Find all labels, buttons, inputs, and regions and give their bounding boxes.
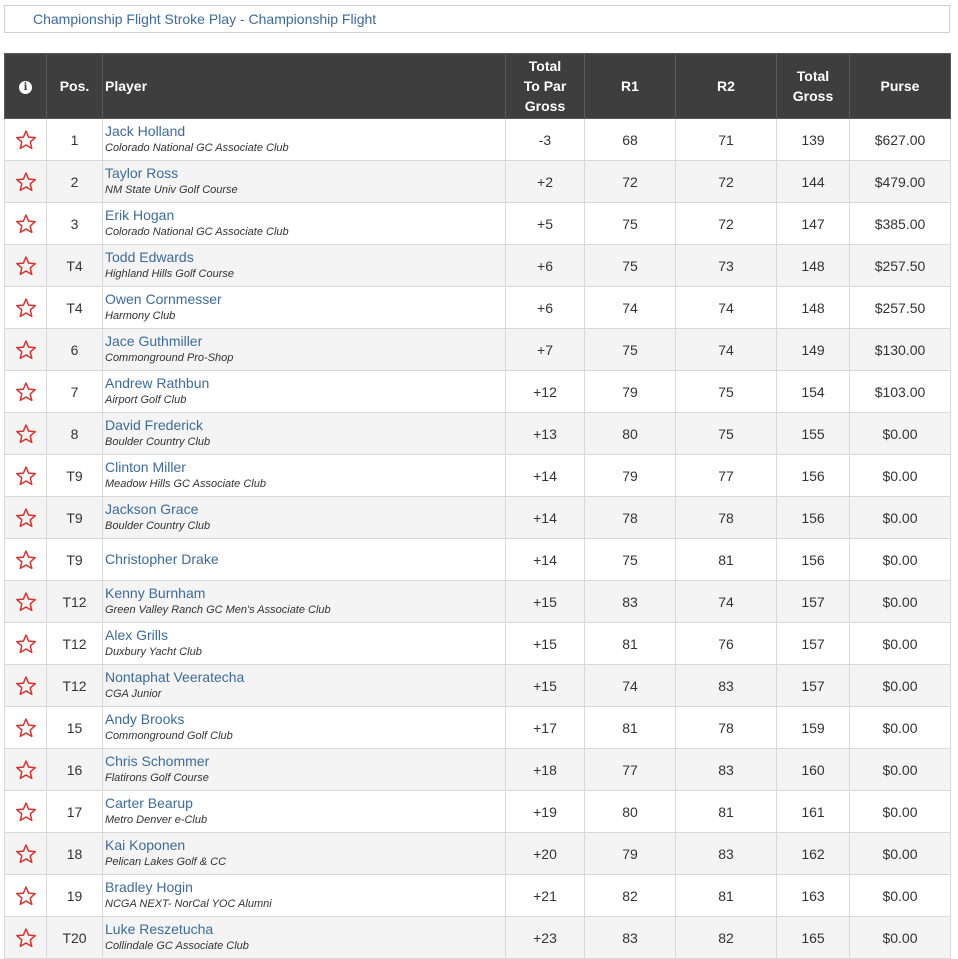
r1-cell[interactable]: 74 [585,665,676,707]
total-gross-cell: 144 [777,161,850,203]
player-club: Harmony Club [105,309,176,322]
favorite-cell[interactable] [5,833,47,875]
total-gross-cell: 163 [777,875,850,917]
r1-cell[interactable]: 72 [585,161,676,203]
to-par-cell: +14 [506,539,585,581]
total-gross-cell: 148 [777,287,850,329]
header-total-line2: Gross [792,88,834,104]
table-row [5,833,951,875]
to-par-cell: +7 [506,329,585,371]
to-par-cell: +20 [506,833,585,875]
total-gross-cell: 157 [777,665,850,707]
position-cell: 15 [47,707,103,749]
table-row [5,707,951,749]
player-club: Commonground Pro-Shop [105,351,234,364]
purse-cell: $0.00 [850,875,951,917]
total-gross-cell: 156 [777,455,850,497]
r2-cell[interactable]: 81 [676,539,777,581]
to-par-cell: +13 [506,413,585,455]
table-row [5,413,951,455]
player-cell [103,707,506,749]
position-cell: 1 [47,119,103,161]
to-par-cell: +6 [506,287,585,329]
player-name-link[interactable]: Taylor Ross [105,164,179,181]
table-row [5,539,951,581]
table-row [5,497,951,539]
table-row [5,203,951,245]
r2-cell[interactable]: 72 [676,161,777,203]
total-gross-cell: 156 [777,497,850,539]
total-gross-cell: 162 [777,833,850,875]
player-club: Boulder Country Club [105,519,211,532]
favorite-cell[interactable] [5,539,47,581]
position-cell: 2 [47,161,103,203]
header-info[interactable] [5,54,47,119]
purse-cell: $0.00 [850,623,951,665]
star-outline-icon[interactable] [15,297,37,319]
purse-cell: $257.50 [850,287,951,329]
player-club: CGA Junior [105,687,162,700]
star-outline-icon[interactable] [15,213,37,235]
header-to-par-line2: To Par [523,78,567,94]
favorite-cell[interactable] [5,161,47,203]
table-row [5,119,951,161]
player-name-link[interactable]: Jackson Grace [105,500,199,517]
table-row [5,665,951,707]
player-club: Boulder Country Club [105,435,211,448]
player-cell [103,917,506,959]
r2-cell[interactable]: 83 [676,749,777,791]
leaderboard-body [5,119,951,959]
purse-cell: $0.00 [850,665,951,707]
header-total-gross[interactable] [777,54,850,119]
to-par-cell: +18 [506,749,585,791]
table-row [5,287,951,329]
player-name-link[interactable]: Andrew Rathbun [105,374,210,391]
position-cell: T12 [47,581,103,623]
r2-cell[interactable]: 75 [676,371,777,413]
to-par-cell: +15 [506,665,585,707]
favorite-cell[interactable] [5,623,47,665]
position-cell: T9 [47,455,103,497]
r2-cell[interactable]: 81 [676,791,777,833]
star-outline-icon[interactable] [15,465,37,487]
total-gross-cell: 165 [777,917,850,959]
table-row [5,791,951,833]
player-club: Airport Golf Club [105,393,187,406]
r2-cell[interactable]: 81 [676,875,777,917]
r1-cell[interactable]: 77 [585,749,676,791]
r1-cell[interactable]: 74 [585,287,676,329]
player-name-link[interactable]: Jace Guthmiller [105,332,203,349]
star-outline-icon[interactable] [15,801,37,823]
r1-cell[interactable]: 75 [585,329,676,371]
position-cell: T9 [47,497,103,539]
purse-cell: $385.00 [850,203,951,245]
position-cell: T20 [47,917,103,959]
favorite-cell[interactable] [5,875,47,917]
player-club: Collindale GC Associate Club [105,939,249,952]
r2-cell[interactable]: 77 [676,455,777,497]
player-cell [103,455,506,497]
r1-cell[interactable]: 79 [585,455,676,497]
favorite-cell[interactable] [5,455,47,497]
purse-cell: $0.00 [850,455,951,497]
favorite-cell[interactable] [5,497,47,539]
player-cell [103,203,506,245]
to-par-cell: +15 [506,581,585,623]
r1-cell[interactable]: 68 [585,119,676,161]
favorite-cell[interactable] [5,413,47,455]
purse-cell: $0.00 [850,707,951,749]
purse-cell: $479.00 [850,161,951,203]
favorite-cell[interactable] [5,329,47,371]
total-gross-cell: 157 [777,623,850,665]
r2-cell[interactable]: 78 [676,707,777,749]
favorite-cell[interactable] [5,791,47,833]
purse-cell: $130.00 [850,329,951,371]
r2-cell[interactable]: 73 [676,245,777,287]
purse-cell: $0.00 [850,497,951,539]
table-row [5,623,951,665]
star-outline-icon[interactable] [15,759,37,781]
position-cell: 3 [47,203,103,245]
player-cell [103,539,506,581]
star-outline-icon[interactable] [15,675,37,697]
player-cell [103,875,506,917]
player-name-link[interactable]: Carter Bearup [105,794,193,811]
total-gross-cell: 159 [777,707,850,749]
player-cell [103,329,506,371]
player-club: Highland Hills Golf Course [105,267,234,280]
favorite-cell[interactable] [5,707,47,749]
total-gross-cell: 154 [777,371,850,413]
header-to-par-line3: Gross [524,98,566,114]
header-r1[interactable]: R1 [585,54,676,119]
star-outline-icon[interactable] [15,423,37,445]
header-total-line1: Total [796,68,830,84]
player-club: Metro Denver e-Club [105,813,208,826]
star-outline-icon[interactable] [15,885,37,907]
star-outline-icon[interactable] [15,339,37,361]
star-outline-icon[interactable] [15,633,37,655]
player-cell [103,371,506,413]
to-par-cell: +14 [506,455,585,497]
header-purse[interactable]: Purse [850,54,951,119]
player-cell [103,413,506,455]
purse-cell: $627.00 [850,119,951,161]
to-par-cell: +5 [506,203,585,245]
to-par-cell: +19 [506,791,585,833]
total-gross-cell: 148 [777,245,850,287]
to-par-cell: +2 [506,161,585,203]
r1-cell[interactable]: 80 [585,413,676,455]
table-row [5,161,951,203]
player-name-link[interactable]: Christopher Drake [105,551,219,567]
player-cell [103,497,506,539]
player-club: Flatirons Golf Course [105,771,209,784]
player-cell [103,623,506,665]
r1-cell[interactable]: 81 [585,707,676,749]
header-row [5,54,951,119]
star-outline-icon[interactable] [15,717,37,739]
player-name-link[interactable]: Chris Schommer [105,752,210,769]
header-player[interactable]: Player [103,54,506,119]
position-cell: 8 [47,413,103,455]
purse-cell: $0.00 [850,413,951,455]
r1-cell[interactable]: 79 [585,371,676,413]
flight-link[interactable]: Championship Flight Stroke Play - Championship Flight [33,11,377,27]
player-cell [103,161,506,203]
player-club: Pelican Lakes Golf & CC [105,855,227,868]
r1-cell[interactable]: 79 [585,833,676,875]
purse-cell: $0.00 [850,539,951,581]
player-name-link[interactable]: Nontaphat Veeratecha [105,668,245,685]
position-cell: 18 [47,833,103,875]
r1-cell[interactable]: 83 [585,917,676,959]
star-outline-icon[interactable] [15,927,37,949]
to-par-cell: -3 [506,119,585,161]
star-outline-icon[interactable] [15,381,37,403]
star-outline-icon[interactable] [15,591,37,613]
header-to-par-line1: Total [528,58,562,74]
player-name-link[interactable]: Alex Grills [105,626,169,643]
player-name-link[interactable]: Todd Edwards [105,248,194,265]
favorite-cell[interactable] [5,581,47,623]
table-row [5,455,951,497]
r2-cell[interactable]: 74 [676,581,777,623]
favorite-cell[interactable] [5,245,47,287]
position-cell: T4 [47,245,103,287]
to-par-cell: +14 [506,497,585,539]
r1-cell[interactable]: 80 [585,791,676,833]
player-cell [103,119,506,161]
r2-cell[interactable]: 71 [676,119,777,161]
position-cell: T12 [47,623,103,665]
r1-cell[interactable]: 75 [585,245,676,287]
header-to-par[interactable] [506,54,585,119]
favorite-cell[interactable] [5,917,47,959]
player-club: NCGA NEXT- NorCal YOC Alumni [105,897,272,910]
position-cell: 7 [47,371,103,413]
player-club: Green Valley Ranch GC Men's Associate Club [105,603,331,616]
player-name-link[interactable]: David Frederick [105,416,204,433]
table-row [5,875,951,917]
total-gross-cell: 149 [777,329,850,371]
position-cell: 17 [47,791,103,833]
player-club: NM State Univ Golf Course [105,183,238,196]
total-gross-cell: 157 [777,581,850,623]
player-name-link[interactable]: Erik Hogan [105,206,175,223]
table-row [5,749,951,791]
total-gross-cell: 147 [777,203,850,245]
table-row [5,329,951,371]
r2-cell[interactable]: 76 [676,623,777,665]
r2-cell[interactable]: 74 [676,287,777,329]
position-cell: T4 [47,287,103,329]
player-cell [103,287,506,329]
r1-cell[interactable]: 75 [585,539,676,581]
position-cell: T12 [47,665,103,707]
table-row [5,371,951,413]
info-icon[interactable]: i [19,81,32,94]
position-cell: 16 [47,749,103,791]
star-outline-icon[interactable] [15,129,37,151]
player-cell [103,833,506,875]
r2-cell[interactable]: 74 [676,329,777,371]
star-outline-icon[interactable] [15,843,37,865]
to-par-cell: +17 [506,707,585,749]
total-gross-cell: 161 [777,791,850,833]
player-name-link[interactable]: Luke Reszetucha [105,920,214,937]
player-name-link[interactable]: Clinton Miller [105,458,186,475]
favorite-cell[interactable] [5,119,47,161]
star-outline-icon[interactable] [15,507,37,529]
purse-cell: $0.00 [850,917,951,959]
r1-cell[interactable]: 75 [585,203,676,245]
player-name-link[interactable]: Bradley Hogin [105,878,193,895]
to-par-cell: +21 [506,875,585,917]
purse-cell: $103.00 [850,371,951,413]
favorite-cell[interactable] [5,203,47,245]
player-cell [103,665,506,707]
position-cell: 19 [47,875,103,917]
r2-cell[interactable]: 75 [676,413,777,455]
player-name-link[interactable]: Jack Holland [105,122,186,139]
table-row [5,581,951,623]
total-gross-cell: 160 [777,749,850,791]
position-cell: T9 [47,539,103,581]
position-cell: 6 [47,329,103,371]
purse-cell: $0.00 [850,833,951,875]
purse-cell: $0.00 [850,581,951,623]
player-name-link[interactable]: Kai Koponen [105,836,186,853]
player-cell [103,581,506,623]
favorite-cell[interactable] [5,665,47,707]
purse-cell: $0.00 [850,791,951,833]
player-club: Meadow Hills GC Associate Club [105,477,266,490]
total-gross-cell: 139 [777,119,850,161]
player-name-link[interactable]: Owen Cornmesser [105,290,222,307]
table-row [5,245,951,287]
star-outline-icon[interactable] [15,171,37,193]
player-name-link[interactable]: Kenny Burnham [105,584,206,601]
to-par-cell: +12 [506,371,585,413]
player-club: Colorado National GC Associate Club [105,141,289,154]
star-outline-icon[interactable] [15,255,37,277]
purse-cell: $0.00 [850,749,951,791]
favorite-cell[interactable] [5,749,47,791]
r2-cell[interactable]: 72 [676,203,777,245]
header-r2[interactable]: R2 [676,54,777,119]
r2-cell[interactable]: 78 [676,497,777,539]
purse-cell: $257.50 [850,245,951,287]
player-cell [103,749,506,791]
r1-cell[interactable]: 83 [585,581,676,623]
to-par-cell: +15 [506,623,585,665]
r2-cell[interactable]: 83 [676,833,777,875]
flight-selector [4,5,950,33]
r2-cell[interactable]: 82 [676,917,777,959]
player-club: Commonground Golf Club [105,729,233,742]
total-gross-cell: 155 [777,413,850,455]
player-cell [103,791,506,833]
r1-cell[interactable]: 81 [585,623,676,665]
player-cell [103,245,506,287]
star-outline-icon[interactable] [15,549,37,571]
player-club: Duxbury Yacht Club [105,645,202,658]
to-par-cell: +23 [506,917,585,959]
r1-cell[interactable]: 78 [585,497,676,539]
player-club: Colorado National GC Associate Club [105,225,289,238]
table-row [5,917,951,959]
leaderboard-table [4,53,951,959]
player-name-link[interactable]: Andy Brooks [105,710,185,727]
r2-cell[interactable]: 83 [676,665,777,707]
header-pos[interactable]: Pos. [47,54,103,119]
to-par-cell: +6 [506,245,585,287]
total-gross-cell: 156 [777,539,850,581]
r1-cell[interactable]: 82 [585,875,676,917]
favorite-cell[interactable] [5,287,47,329]
favorite-cell[interactable] [5,371,47,413]
